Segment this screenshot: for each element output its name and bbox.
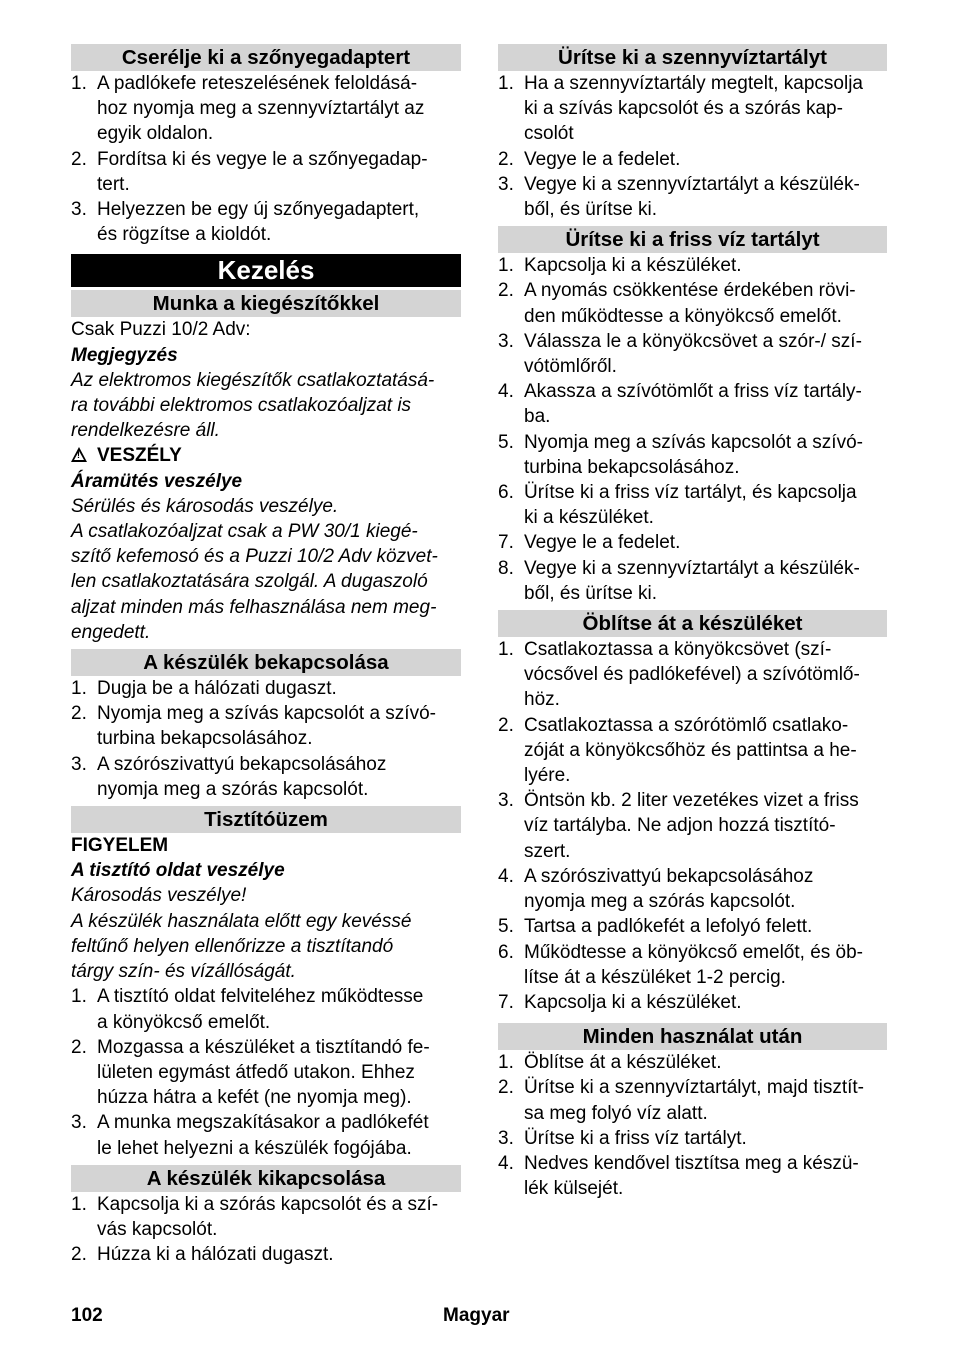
step-number: 4. [498,1152,514,1174]
section-heading-empty-dirty-tank: Ürítse ki a szennyvíztartályt [498,44,887,71]
step-text-line: lületen egymást átfedő utakon. Ehhez [97,1061,415,1083]
steps-list [71,984,461,1160]
section-heading-switch-off: A készülék kikapcsolása [71,1165,461,1192]
step-text-line: ből, és ürítse ki. [524,582,658,604]
section-heading-empty-fresh-tank: Ürítse ki a friss víz tartályt [498,226,887,253]
step-text-line: A nyomás csökkentése érdekében rövi- [524,280,856,302]
list-item [498,71,887,147]
list-item [71,752,461,802]
text-line: szítő kefemosó és a Puzzi 10/2 Adv közvet- [71,546,438,568]
list-item [498,278,887,328]
step-number: 1. [71,986,87,1008]
right-column [498,44,887,1201]
step-text-line: Vegye le a fedelet. [524,148,681,170]
step-text-line: lítse át a készüléket 1-2 percig. [524,966,786,988]
step-text-line: Kapcsolja ki a szórás kapcsolót és a szí- [97,1193,439,1215]
step-text-line: lyére. [524,765,571,787]
step-number: 5. [498,431,514,453]
step-text-line: turbina bekapcsolásához. [97,728,313,750]
text-line: ra további elektromos csatlakozóaljzat is [71,395,412,417]
step-text-line: a könyökcső emelőt. [97,1011,271,1033]
steps-list [498,637,887,1015]
step-number: 1. [498,639,514,661]
step-text-line: Vegye ki a szennyvíztartályt a készülék- [524,173,860,195]
step-text-line: csolót [524,123,574,145]
list-item [498,990,887,1015]
attention-label: FIGYELEM [71,835,169,857]
list-item [71,1242,461,1267]
list-item [498,253,887,278]
text-line: Sérülés és károsodás veszélye. [71,495,339,517]
step-number: 2. [498,280,514,302]
step-text-line: nyomja meg a szórás kapcsolót. [97,778,369,800]
step-number: 2. [71,1244,87,1266]
step-text-line: vás kapcsolót. [97,1218,218,1240]
step-text-line: Működtesse a könyökcső emelőt, és öb- [524,941,864,963]
list-item [498,788,887,864]
step-text-line: szert. [524,840,571,862]
text-line: tárgy szín- és vízállóságát. [71,961,296,983]
step-text-line: hoz nyomja meg a szennyvíztartályt az [97,98,425,120]
step-text-line: Kapcsolja ki a készüléket. [524,991,742,1013]
step-text-line: ba. [524,406,551,428]
attention-title: A tisztító oldat veszélye [71,860,285,882]
text-line: A csatlakozóaljzat csak a PW 30/1 kiegé- [71,521,418,543]
step-number: 6. [498,941,514,963]
step-text-line: ből, és ürítse ki. [524,199,658,221]
text-line: aljzat minden más felhasználása nem meg- [71,596,437,618]
step-text-line: vótömlőről. [524,356,617,378]
list-item [71,71,461,147]
text-line: Károsodás veszélye! [71,885,247,907]
list-item [498,480,887,530]
list-item [498,530,887,555]
step-text-line: Tartsa a padlókefét a lefolyó felett. [524,916,813,938]
step-text-line: Nedves kendővel tisztítsa meg a készü- [524,1152,859,1174]
step-text-line: tert. [97,173,130,195]
list-item [71,1192,461,1242]
step-number: 3. [498,790,514,812]
step-number: 2. [71,703,87,725]
section-heading-accessories: Munka a kiegészítőkkel [71,290,461,317]
step-text-line: Ürítse ki a szennyvíztartályt, majd tisztít- [524,1077,864,1099]
chapter-heading-operation: Kezelés [71,254,461,287]
list-item [498,430,887,480]
step-text-line: A tisztító oldat felviteléhez működtesse [97,986,424,1008]
list-item [498,1050,887,1075]
step-text-line: Válassza le a könyökcsövet a szór-/ szí- [524,330,862,352]
step-text-line: zóját a könyökcsőhöz és pattintsa a he- [524,739,857,761]
section-heading-switch-on: A készülék bekapcsolása [71,649,461,676]
list-item [498,329,887,379]
step-number: 1. [498,255,514,277]
step-number: 1. [71,73,87,94]
list-item [498,1075,887,1125]
list-item [498,556,887,606]
warning-icon [71,447,87,462]
step-text-line: höz. [524,689,560,711]
step-number: 3. [71,753,87,775]
step-text-line: Vegye le a fedelet. [524,532,681,554]
step-number: 1. [498,73,514,94]
danger-title: Áramütés veszélye [71,470,243,492]
step-number: 2. [498,714,514,736]
list-item [498,914,887,939]
step-text-line: Kapcsolja ki a készüléket. [524,255,742,277]
left-column [71,44,461,1267]
step-number: 2. [498,1077,514,1099]
step-text-line: ki a készüléket. [524,507,654,529]
note-text [71,368,461,444]
attention-text [71,883,461,984]
danger-label-text: VESZÉLY [97,445,182,467]
steps-list [71,71,461,247]
model-note: Csak Puzzi 10/2 Adv: [71,319,251,341]
list-item [71,701,461,751]
footer-language: Magyar [443,1305,510,1326]
list-item [498,147,887,172]
step-text-line: Ha a szennyvíztartály megtelt, kapcsolja [524,73,863,94]
step-number: 2. [71,148,87,170]
step-text-line: és rögzítse a kioldót. [97,224,272,246]
list-item [498,1126,887,1151]
step-text-line: nyomja meg a szórás kapcsolót. [524,891,796,913]
steps-list [71,676,461,802]
list-item [71,197,461,247]
step-text-line: Csatlakoztassa a szórótömlő csatlako- [524,714,849,736]
steps-list [498,1050,887,1201]
danger-label [71,443,461,468]
text-line: Az elektromos kiegészítők csatlakoztatásá- [71,369,435,391]
list-item [498,713,887,789]
list-item [71,1035,461,1111]
step-text-line: Akassza a szívótömlőt a friss víz tartály- [524,381,862,403]
step-text-line: le lehet helyezni a készülék fogójába. [97,1137,412,1159]
step-text-line: Öntsön kb. 2 liter vezetékes vizet a friss [524,790,859,812]
step-text-line: A munka megszakításakor a padlókefét [97,1112,429,1134]
page-number: 102 [71,1305,103,1326]
step-text-line: sa meg folyó víz alatt. [524,1102,708,1124]
step-text-line: Nyomja meg a szívás kapcsolót a szívó- [524,431,863,453]
section-heading-after-use: Minden használat után [498,1023,887,1050]
step-number: 1. [71,678,87,700]
section-heading-carpet-adapter: Cserélje ki a szőnyegadaptert [71,44,461,71]
list-item [71,1110,461,1160]
list-item [498,1151,887,1201]
step-text-line: Vegye ki a szennyvíztartályt a készülék- [524,557,860,579]
step-text-line: Mozgassa a készüléket a tisztítandó fe- [97,1036,430,1058]
list-item [71,984,461,1034]
steps-list [498,71,887,222]
section-heading-rinse-device: Öblítse át a készüléket [498,610,887,637]
list-item [498,637,887,713]
text-line: feltűnő helyen ellenőrizze a tisztítandó [71,935,394,957]
step-number: 2. [498,148,514,170]
list-item [71,147,461,197]
step-text-line: víz tartályba. Ne adjon hozzá tisztító- [524,815,836,837]
step-text-line: turbina bekapcsolásához. [524,456,740,478]
list-item [71,676,461,701]
step-number: 7. [498,532,514,554]
step-text-line: A padlókefe reteszelésének feloldásá- [97,73,418,94]
step-text-line: egyik oldalon. [97,123,214,145]
step-number: 8. [498,557,514,579]
step-text-line: Ürítse ki a friss víz tartályt. [524,1127,747,1149]
step-text-line: A szórószivattyú bekapcsolásához [97,753,387,775]
step-text-line: A szórószivattyú bekapcsolásához [524,865,814,887]
step-number: 4. [498,381,514,403]
text-line: engedett. [71,621,151,643]
step-number: 3. [71,1112,87,1134]
steps-list [498,253,887,606]
step-text-line: Dugja be a hálózati dugaszt. [97,678,337,700]
step-text-line: Ürítse ki a friss víz tartályt, és kapcsolja [524,482,857,504]
list-item [498,864,887,914]
step-text-line: lék külsejét. [524,1178,624,1200]
step-text-line: Helyezzen be egy új szőnyegadaptert, [97,199,420,221]
step-text-line: ki a szívás kapcsolót és a szórás kap- [524,98,843,120]
text-line: A készülék használata előtt egy kevéssé [71,910,412,932]
step-text-line: vócsővel és padlókefével) a szívótömlő- [524,664,860,686]
step-number: 3. [71,199,87,221]
danger-text [71,494,461,645]
step-number: 7. [498,991,514,1013]
step-text-line: Nyomja meg a szívás kapcsolót a szívó- [97,703,436,725]
step-text-line: Öblítse át a készüléket. [524,1052,722,1074]
text-line: rendelkezésre áll. [71,420,220,442]
step-number: 4. [498,865,514,887]
list-item [498,379,887,429]
step-number: 6. [498,482,514,504]
step-text-line: Csatlakoztassa a könyökcsövet (szí- [524,639,832,661]
list-item [498,940,887,990]
step-text-line: húzza hátra a kefét (ne nyomja meg). [97,1087,412,1109]
step-number: 3. [498,330,514,352]
step-text-line: Húzza ki a hálózati dugaszt. [97,1244,334,1266]
step-text-line: Fordítsa ki és vegye le a szőnyegadap- [97,148,428,170]
step-number: 5. [498,916,514,938]
text-line: len csatlakoztatására szolgál. A dugaszoló [71,571,428,593]
step-number: 1. [71,1193,87,1215]
step-number: 3. [498,173,514,195]
step-number: 2. [71,1036,87,1058]
step-text-line: den működtesse a könyökcső emelőt. [524,305,842,327]
list-item [498,172,887,222]
steps-list [71,1192,461,1268]
note-label: Megjegyzés [71,344,178,366]
step-number: 1. [498,1052,514,1074]
step-number: 3. [498,1127,514,1149]
section-heading-cleaning-mode: Tisztítóüzem [71,806,461,833]
